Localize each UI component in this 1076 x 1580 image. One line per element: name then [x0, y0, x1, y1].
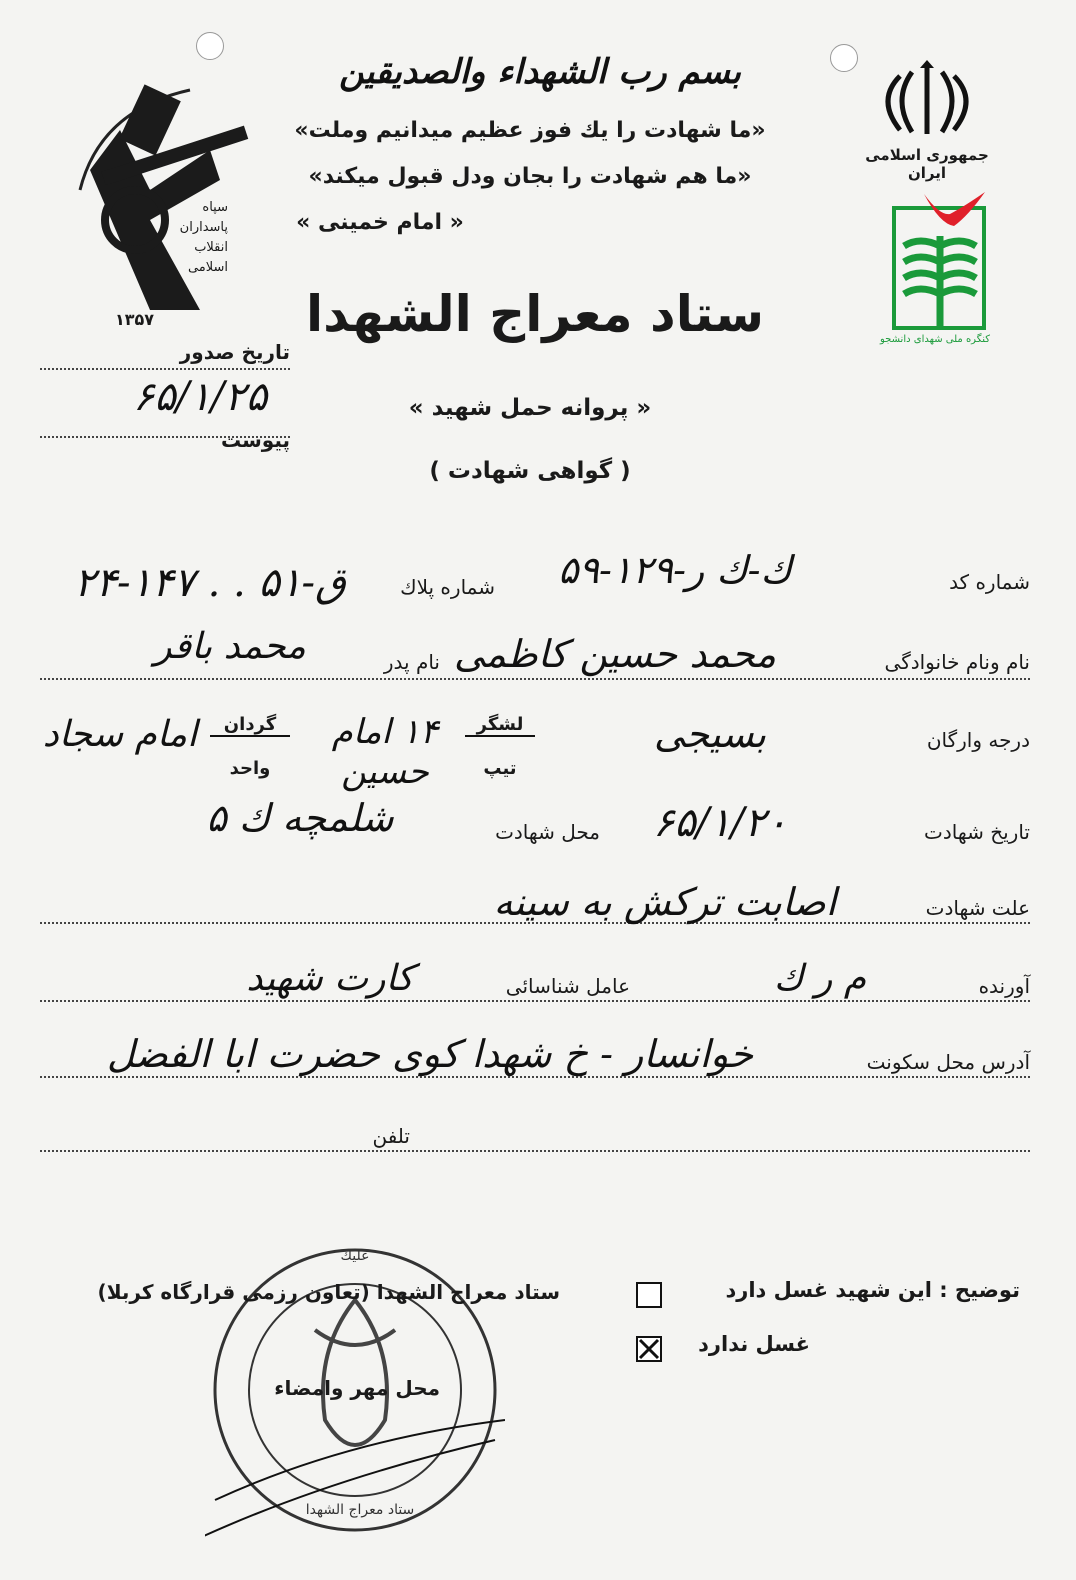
seal-signature-label: محل مهر وامضاء	[274, 1376, 440, 1400]
martyrdom-date-label: تاریخ شهادت	[924, 820, 1030, 844]
iran-emblem-text: جمهوری اسلامی ایران	[865, 146, 989, 182]
khomeini-quote-line1: «ما شهادت را یك فوز عظیم میدانیم وملت»	[294, 118, 766, 143]
issue-date-label: تاریخ صدور	[179, 340, 290, 364]
bringer-value: م ر ك	[773, 958, 867, 999]
unit-value: امام سجاد	[42, 714, 198, 755]
ghusl-yes-checkbox[interactable]	[636, 1282, 662, 1308]
identification-means-value: کارت شهید	[246, 958, 414, 999]
martyrdom-date-value: ۶۵/۱/۲۰	[652, 800, 788, 846]
stamp-text-top: علیك	[340, 1248, 370, 1264]
punch-hole-right	[830, 44, 858, 72]
irgc-logo-year: ۱۳۵۷	[115, 310, 155, 329]
students-congress-logo	[880, 186, 990, 356]
bringer-label: آورنده	[978, 974, 1030, 998]
khomeini-quote-line2: «ما هم شهادت را بجان ودل قبول میكند»	[308, 164, 752, 189]
martyrdom-place-value: شلمچه ك ۵	[206, 796, 394, 840]
division-label: لشگر	[465, 714, 535, 737]
ghusl-yes-label: توضیح : این شهید غسل دارد	[725, 1278, 1020, 1302]
identification-means-label: عامل شناسائی	[505, 974, 630, 998]
stamp-text-bottom: ستاد معراج الشهدا	[305, 1502, 415, 1518]
iran-emblem-icon	[872, 60, 982, 140]
address-row-line	[40, 1076, 1030, 1078]
bismillah-heading: بسم رب الشهداء والصدیقین	[339, 52, 741, 92]
office-label: ستاد معراج الشهدا (تعاون رزمی قرارگاه کربلا)	[97, 1280, 560, 1304]
martyrdom-place-label: محل شهادت	[495, 820, 600, 844]
phone-label: تلفن	[372, 1124, 410, 1148]
phone-row-line	[40, 1150, 1030, 1152]
ghusl-no-checkbox[interactable]	[636, 1336, 662, 1362]
students-congress-logo-text: کنگره ملی شهدای دانشجو	[880, 334, 990, 345]
battalion-label: گردان	[210, 714, 290, 737]
plate-value: ۲۴-۱۴۷ . . ق-۵۱	[73, 560, 347, 606]
cause-label: علت شهادت	[925, 896, 1030, 920]
code-value: ۵۹-۱۲۹-ك-ك ر	[558, 548, 792, 592]
code-label: شماره کد	[949, 570, 1030, 594]
attachment-label: پیوست	[220, 428, 290, 452]
plate-label: شماره پلاك	[400, 575, 495, 599]
issue-date-value: ۶۵/۱/۲۵	[132, 374, 268, 420]
division-value: ۱۴ امام حسین	[331, 712, 439, 792]
ghusl-no-label: غسل ندارد	[698, 1332, 810, 1356]
name-label: نام ونام خانوادگی	[884, 650, 1030, 674]
unit-label: واحد	[229, 758, 271, 779]
checkmark-icon	[638, 1338, 660, 1360]
bringer-row-line	[40, 1000, 1030, 1002]
page-sub-subtitle: ( گواهی شهادت )	[429, 458, 631, 484]
irgc-logo	[60, 70, 250, 340]
cause-value: اصابت ترکش به سینه	[493, 880, 837, 924]
address-label: آدرس محل سکونت	[866, 1050, 1030, 1074]
brigade-label: تیپ	[483, 758, 517, 779]
rank-label: درجه وارگان	[926, 728, 1030, 752]
quote-attribution: « امام خمینی »	[296, 210, 464, 235]
rank-value: بسیجی	[653, 712, 767, 756]
page-subtitle: « پروانه حمل شهید »	[408, 395, 652, 421]
father-name-label: نام پدر	[383, 650, 440, 674]
father-name-value: محمد باقر	[154, 626, 306, 667]
name-value: محمد حسین کاظمی	[453, 632, 777, 676]
punch-hole-left	[196, 32, 224, 60]
irgc-logo-text: سپاه پاسداران انقلاب اسلامی	[179, 200, 228, 275]
iran-emblem	[865, 60, 989, 182]
address-value: خوانسار - خ شهدا کوی حضرت ابا الفضل	[106, 1032, 754, 1076]
students-congress-logo-icon	[880, 186, 990, 336]
name-row-line	[40, 678, 1030, 680]
issue-meta-top-line	[40, 368, 290, 370]
page-title: ستاد معراج الشهدا	[305, 285, 765, 343]
